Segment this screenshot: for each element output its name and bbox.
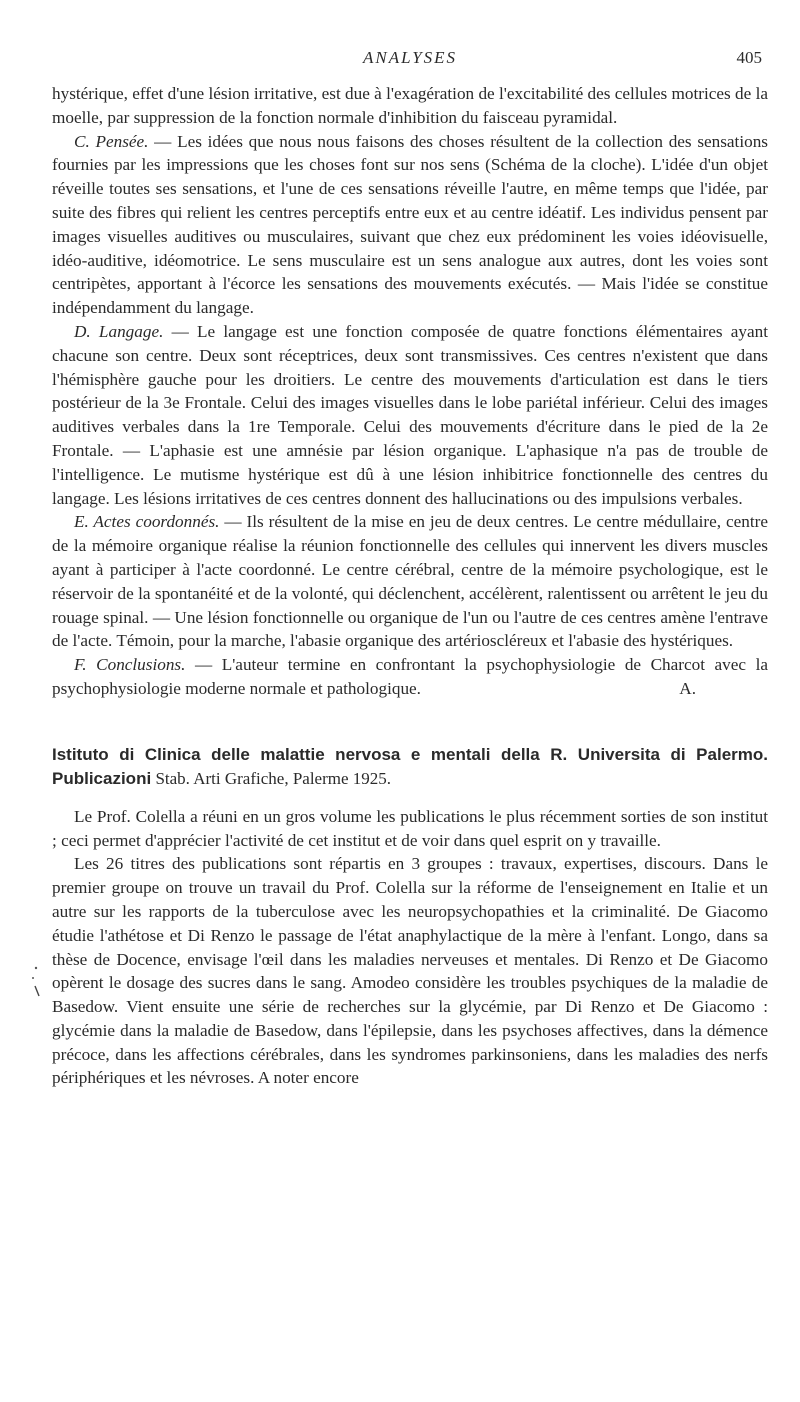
paragraph-text: — Ils résultent de la mise en jeu de deux centres. Le centre médullaire, centre de la mémoire organique réalise la réunion fonctionnelle des cellules qui innervent les divers muscles ayant à participer à l'acte coordonné. Le centre cérébral, centre de la mémoire psychologique, est le réservoir de la spontanéité et de la volonté, qui déclenchent, accélèrent, ralentissent ou arrêtent le jeu du rouage spinal. — Une lésion fonctionnelle ou organique de l'un ou l'autre de ces centres amène l'entrave de l'acte. Témoin, pour la marche, l'abasie organique des artérioscléreux et l'abasie des hystériques. (52, 512, 769, 651)
paragraph-text: hystérique, effet d'une lésion irritative, est due à l'exagération de l'excitabilité des cellules motrices de la moelle, par suppression de la fonction normale d'inhibition du faisceau pyramidal. (52, 84, 768, 127)
paragraph-heading: E. Actes coordonnés. (74, 512, 220, 532)
review-body (52, 805, 768, 1091)
reviewer-signature: A. (679, 678, 696, 698)
running-header (52, 48, 768, 76)
review-title-text: Istituto di Clinica delle malattie nervosa e mentali della R. Universita di Palermo. Publicazioni (52, 744, 768, 788)
paragraph-text: — L'auteur termine en confrontant la psychophysiologie de Charcot avec la psychophysiologie moderne normale et pathologique. (52, 655, 768, 698)
paragraph-langage (52, 320, 768, 510)
paragraph-pensee (52, 130, 768, 320)
paragraph-heading: F. Conclusions. (74, 655, 186, 675)
paragraph-text: — Les idées que nous nous faisons des choses résultent de la collection des sensations fournies par les impressions que les choses font sur nos sens (Schéma de la cloche). L'idée d'un objet réveille toutes ses sensations, et l'une de ces sensations réveille l'autre, en même temps que l'idée, par suite des fibres qui relient les centres perceptifs entre eux et au centre idéatif. Les individus pensent par images visuelles auditives ou musculaires, suivant que chez eux prédominent les voies idéovisuelle, idéo-auditive, idéomotrice. Le sens musculaire est un sens analogue aux autres, dont les voies sont centripètes, apportant à l'écorce les sensations des mouvements exécutés. — Mais l'idée se constitue indépendamment du langage. (52, 131, 768, 318)
paragraph-text: — Le langage est une fonction composée de quatre fonctions élémentaires ayant chacune son centre. Deux sont réceptrices, deux sont transmissives. Ces centres n'existent que dans l'hémisphère gauche pour les droitiers. Le centre des mouvements d'articulation est dans le tiers postérieur de la 3e Frontale. Celui des images visuelles dans le lobe pariétal inférieur. Celui des images auditives verbales dans la 1re Temporale. Celui des mouvements d'écriture dans le pied de la 2e Frontale. — L'aphasie est une amnésie par lésion organique. L'aphasique n'a pas de trouble de l'intelligence. Le mutisme hystérique est dû à une lésion inhibitrice fonctionnelle des centres du langage. Les lésions irritatives de ces centres donnent des hallucinations ou des impulsions verbales. (52, 321, 768, 508)
paragraph-conclusions (52, 653, 768, 701)
running-title: ANALYSES (362, 48, 458, 67)
review-publisher: Stab. Arti Grafiche, Palerme 1925. (151, 768, 392, 788)
paragraph-actes-coordonnes (52, 510, 768, 653)
paragraph-heading: D. Langage. (74, 321, 164, 341)
paragraph-heading: C. Pensée. (74, 131, 149, 151)
review-paragraph: Les 26 titres des publications sont répartis en 3 groupes : travaux, expertises, discours. Dans le premier groupe on trouve un travail du Prof. Colella sur la réforme de l'enseignement en Italie et un autre sur les rapports de la tuberculose avec les neuropsychopathies et la criminalité. De Giacomo étudie l'athétose et Di Renzo le passage de l'état anaphylactique de la mère à l'enfant. Longo, dans sa thèse de Docence, envisage l'œil dans les maladies nerveuses et mentales. Di Renzo et De Giacomo opèrent le dosage des sucres dans le sang. Amodeo considère les troubles psychiques de la maladie de Basedow. Vient ensuite une série de recherches sur la glycémie, par Di Renzo et De Giacomo : glycémie dans la maladie de Basedow, dans l'épilepsie, dans les psychoses affectives, dans la démence précoce, dans les affections cérébrales, dans les syndromes parkinsoniens, dans les maladies des nerfs périphériques et les névroses. A noter encore (52, 854, 768, 1088)
margin-scratch-icon (30, 964, 42, 1004)
page-number: 405 (736, 48, 762, 67)
review-paragraph: Le Prof. Colella a réuni en un gros volume les publications le plus récemment sorties de son institut ; ceci permet d'apprécier l'activité de cet institut et de voir dans quel esprit on y travaille. (52, 806, 768, 850)
paragraph-continuation (52, 82, 768, 130)
margin-mark (30, 964, 42, 1010)
review-title (52, 743, 768, 791)
